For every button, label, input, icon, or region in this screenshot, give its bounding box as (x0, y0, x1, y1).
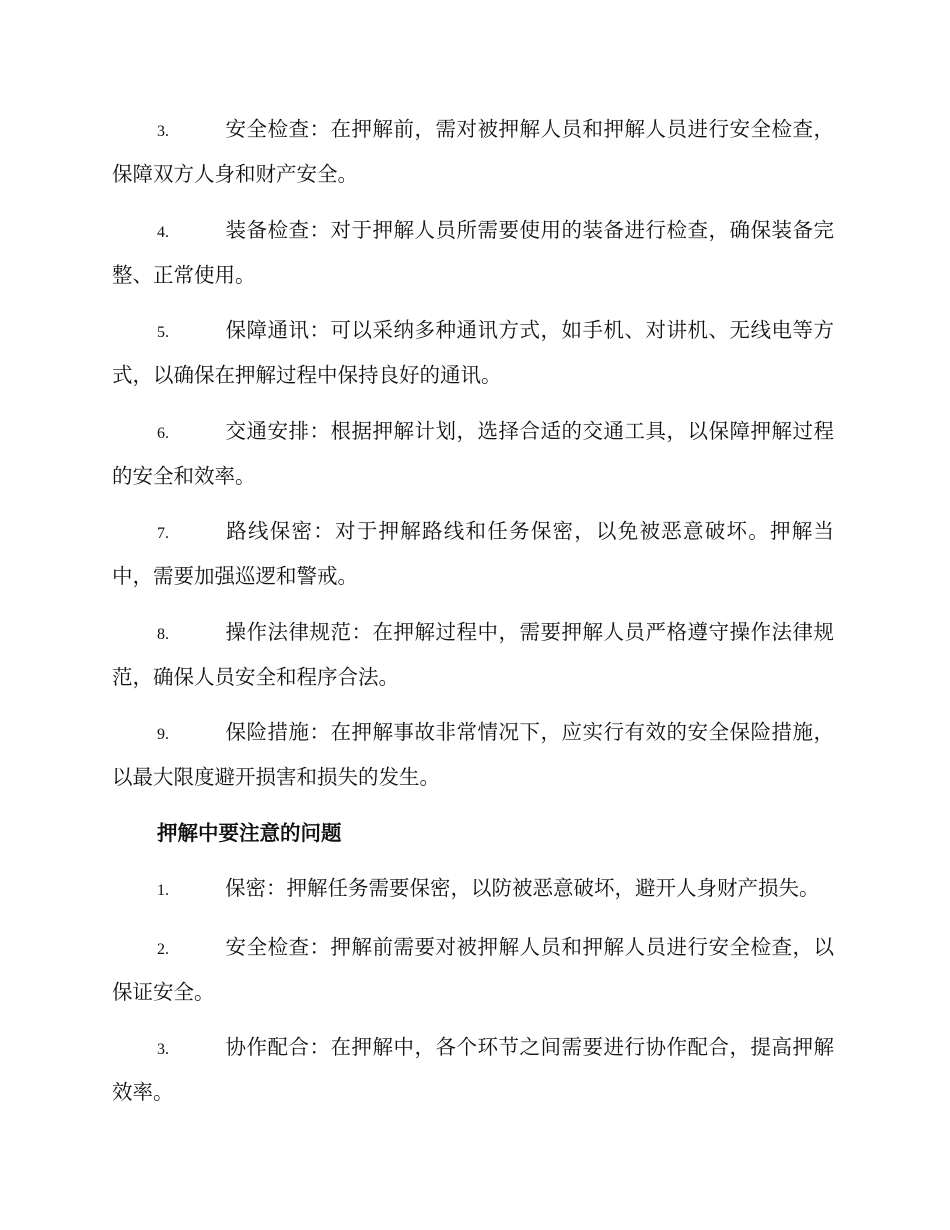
list-item-text: 保险措施：在押解事故非常情况下，应实行有效的安全保险措施，以最大限度避开损害和损失的发生。 (112, 720, 834, 789)
list-item (112, 209, 834, 296)
list-item-number: 8. (157, 625, 169, 643)
list-item-text: 协作配合：在押解中，各个环节之间需要进行协作配合，提高押解效率。 (112, 1035, 834, 1104)
list-item-number: 4. (157, 223, 169, 241)
list-item-text: 安全检查：在押解前，需对被押解人员和押解人员进行安全检查，保障双方人身和财产安全。 (112, 117, 834, 186)
list-item-number: 5. (157, 324, 169, 341)
list-item (112, 1026, 834, 1113)
list-item-text: 保障通讯：可以采纳多种通讯方式，如手机、对讲机、无线电等方式，以确保在押解过程中保持良好的通讯。 (112, 318, 834, 387)
list-item-text: 装备检查：对于押解人员所需要使用的装备进行检查，确保装备完整、正常使用。 (112, 217, 834, 287)
list-item (112, 711, 834, 798)
document-body (112, 108, 834, 1127)
list-item (112, 108, 834, 195)
list-item-number: 3. (157, 123, 169, 140)
list-item (112, 611, 834, 698)
list-item-number: 1. (157, 882, 169, 899)
list-item-text: 保密：押解任务需要保密，以防被恶意破坏，避开人身财产损失。 (225, 876, 820, 900)
section-heading: 押解中要注意的问题 (157, 820, 342, 845)
list-item (112, 410, 834, 497)
list-item-text: 操作法律规范：在押解过程中，需要押解人员严格遵守操作法律规范，确保人员安全和程序合法。 (112, 619, 834, 689)
list-item-text: 路线保密：对于押解路线和任务保密，以免被恶意破坏。押解当中，需要加强巡逻和警戒。 (112, 519, 834, 588)
list-item (112, 926, 834, 1013)
list-item (112, 510, 834, 597)
list-item-number: 3. (157, 1041, 169, 1058)
list-item-number: 7. (157, 525, 169, 542)
list-item-text: 交通安排：根据押解计划，选择合适的交通工具，以保障押解过程的安全和效率。 (112, 418, 834, 488)
list-item-number: 2. (157, 940, 169, 958)
list-item-text: 安全检查：押解前需要对被押解人员和押解人员进行安全检查，以保证安全。 (112, 934, 834, 1004)
list-item-number: 6. (157, 424, 169, 442)
list-item (112, 867, 834, 912)
list-item (112, 309, 834, 396)
list-item-number: 9. (157, 726, 169, 743)
